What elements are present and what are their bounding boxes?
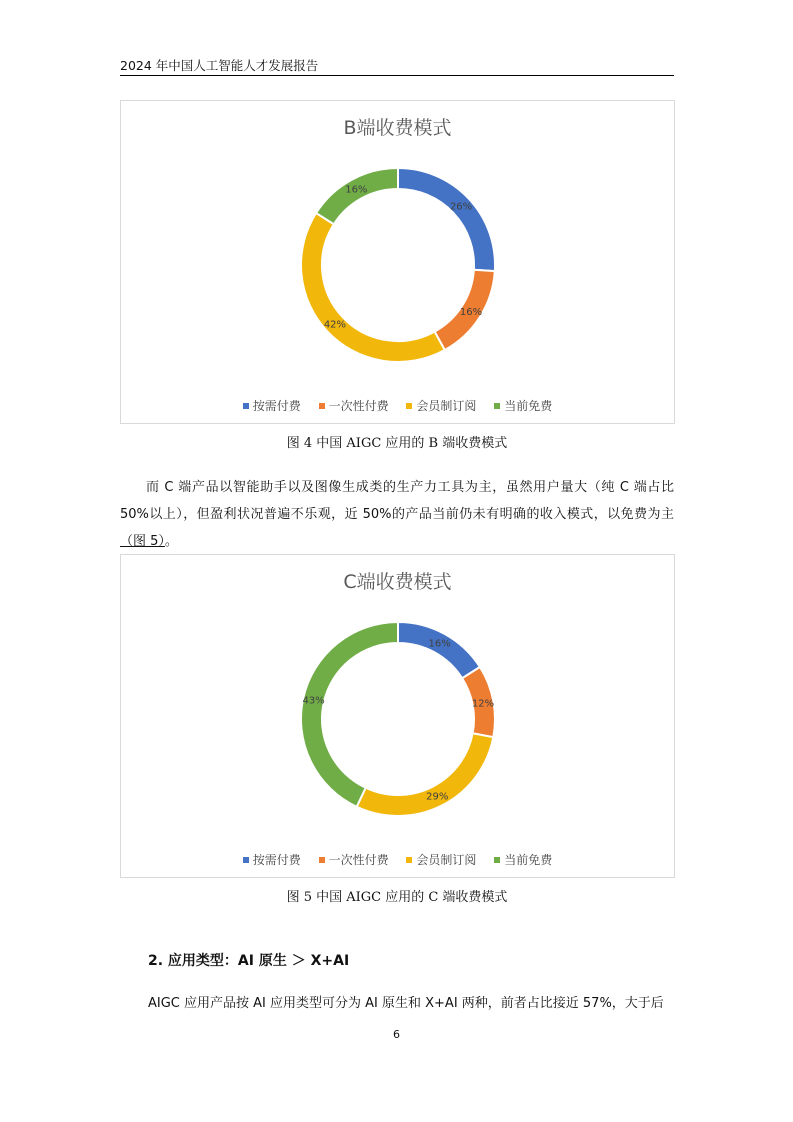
slice-data-label: 43%	[302, 695, 325, 707]
legend-item	[243, 851, 301, 868]
paragraph-text: 而 C 端产品以智能助手以及图像生成类的生产力工具为主，虽然用户量大（纯 C 端占比 50%以上），但盈利状况普遍不乐观，近 50%的产品当前仍未有明确的收入模式，以免费为主	[120, 480, 674, 522]
paragraph-end: 。	[164, 534, 178, 549]
legend-label: 会员制订阅	[416, 399, 477, 413]
donut-chart	[121, 555, 674, 877]
legend-label: 当前免费	[504, 399, 553, 413]
donut-slice	[301, 213, 445, 362]
legend-item	[494, 851, 552, 868]
donut-slice	[398, 168, 495, 271]
page-number: 6	[393, 1028, 400, 1041]
legend-item	[494, 397, 552, 414]
slice-data-label: 42%	[323, 319, 347, 331]
slice-data-label: 16%	[345, 184, 368, 196]
legend-swatch	[494, 403, 500, 409]
paragraph-text: AIGC 应用产品按 AI 应用类型可分为 AI 原生和 X+AI 两种，前者占比接近 57%，大于后	[148, 996, 664, 1011]
body-paragraph	[120, 474, 674, 555]
legend-swatch	[243, 403, 249, 409]
chart-legend	[121, 397, 674, 414]
slice-data-label: 16%	[428, 638, 451, 650]
header-title: 2024 年中国人工智能人才发展报告	[120, 58, 319, 73]
legend-label: 按需付费	[252, 853, 301, 867]
body-paragraph	[120, 990, 674, 1017]
chart-title: C端收费模式	[343, 571, 452, 593]
legend-swatch	[319, 857, 325, 863]
donut-slice	[398, 622, 480, 678]
slice-data-label: 16%	[459, 306, 483, 318]
legend-swatch	[494, 857, 500, 863]
legend-label: 一次性付费	[328, 399, 389, 413]
donut-slice	[301, 622, 398, 807]
legend-item	[319, 397, 389, 414]
legend-label: 当前免费	[504, 853, 553, 867]
donut-slice	[316, 168, 398, 224]
figure-caption: 图 4 中国 AIGC 应用的 B 端收费模式	[286, 436, 508, 451]
slice-data-label: 29%	[426, 791, 449, 803]
page-header	[120, 58, 674, 76]
legend-swatch	[319, 403, 325, 409]
legend-swatch	[243, 857, 249, 863]
legend-label: 一次性付费	[328, 853, 389, 867]
legend-swatch	[406, 857, 412, 863]
figure-reference: （图 5）	[120, 534, 165, 549]
figure-caption: 图 5 中国 AIGC 应用的 C 端收费模式	[286, 890, 508, 905]
slice-data-label: 26%	[449, 201, 473, 213]
legend-label: 会员制订阅	[416, 853, 477, 867]
legend-item	[319, 851, 389, 868]
legend-label: 按需付费	[252, 399, 301, 413]
legend-item	[406, 851, 476, 868]
b-side-chart	[120, 100, 675, 424]
chart-legend	[121, 851, 674, 868]
section-heading: 2. 应用类型：AI 原生 ＞ X+AI	[148, 953, 350, 969]
c-side-chart	[120, 554, 675, 878]
chart-title: B端收费模式	[343, 117, 452, 139]
legend-item	[243, 397, 301, 414]
donut-chart	[121, 101, 674, 423]
slice-data-label: 12%	[471, 698, 495, 710]
donut-slice	[357, 733, 494, 816]
legend-swatch	[406, 403, 412, 409]
legend-item	[406, 397, 476, 414]
